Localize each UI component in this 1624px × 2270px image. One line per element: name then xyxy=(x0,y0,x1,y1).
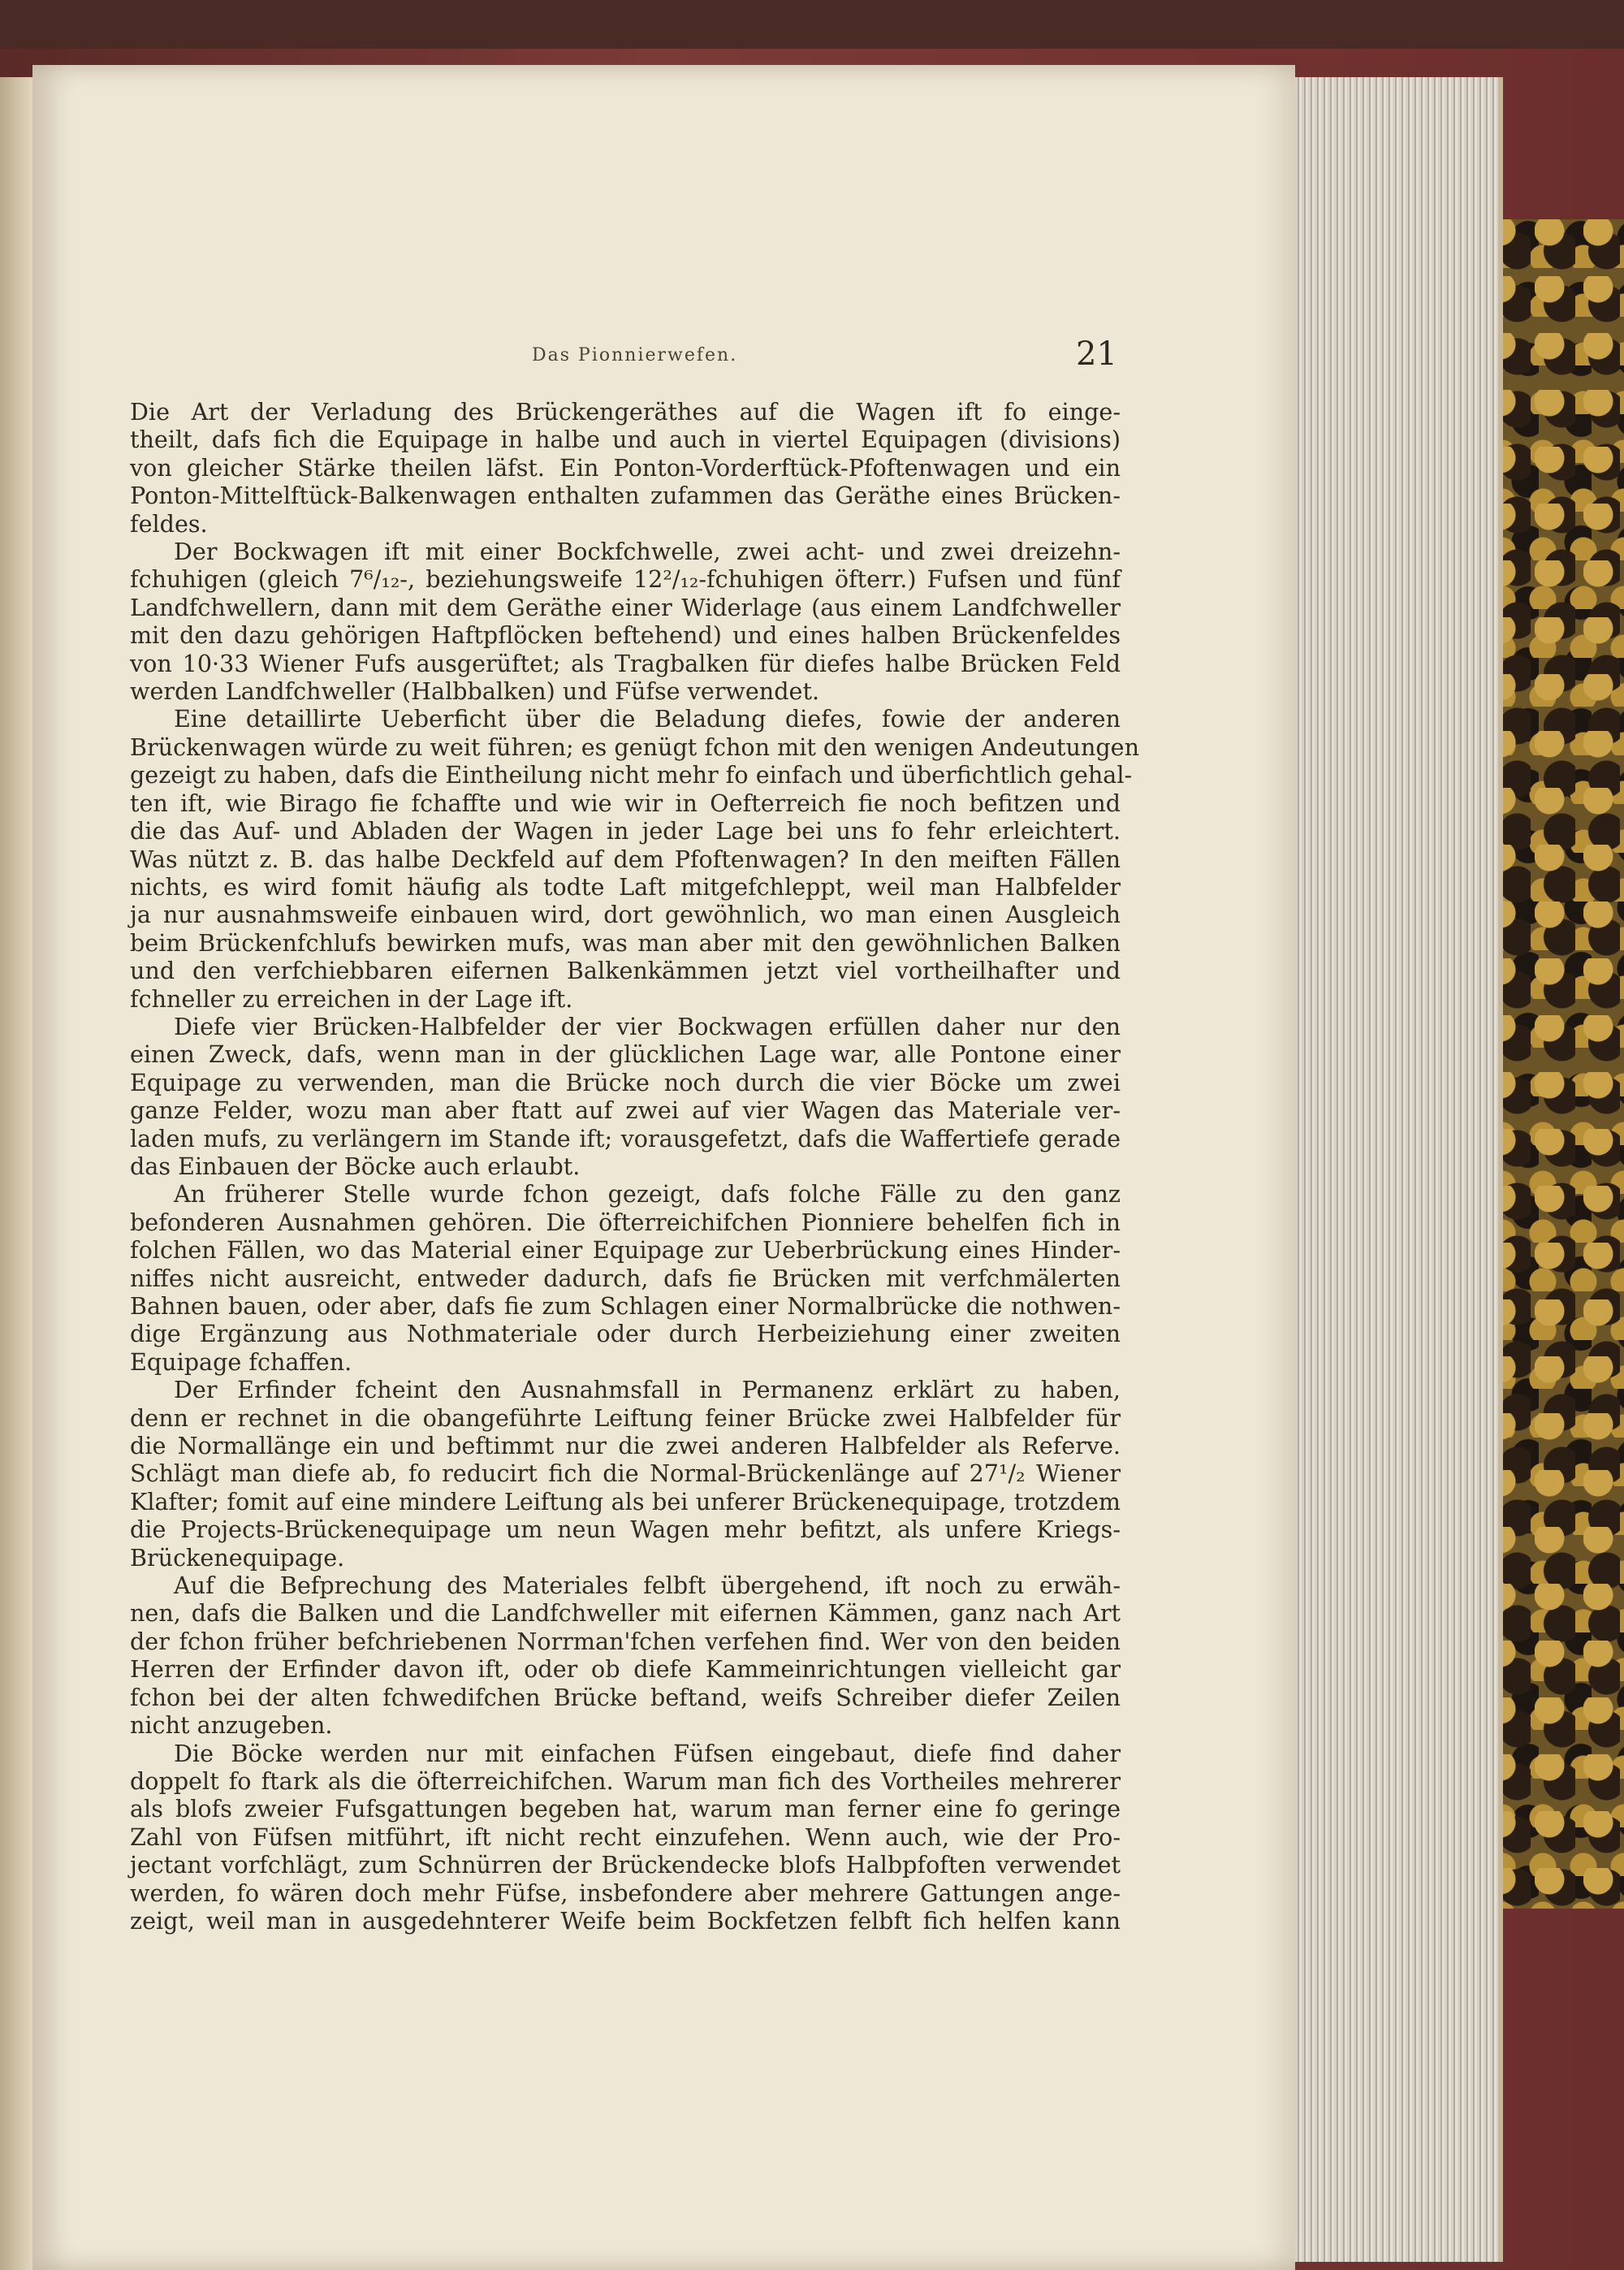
page-header xyxy=(32,335,1295,386)
text-line: Zahl von Füfsen mitführt, ift nicht recht einzufehen. Wenn auch, wie der Pro- xyxy=(130,1822,1121,1851)
text-line: Klafter; fomit auf eine mindere Leiftung als bei unferer Brückenequipage, trotzdem xyxy=(130,1487,1121,1515)
text-line: und den verfchiebbaren eifernen Balkenkämmen jetzt viel vortheilhafter und xyxy=(130,957,1121,985)
marbled-cover-paper xyxy=(1486,219,1624,1909)
left-page-edge xyxy=(0,77,32,2270)
text-line: Was nützt z. B. das halbe Deckfeld auf dem Pfoftenwagen? In den meiften Fällen xyxy=(130,845,1121,873)
text-line: Eine detaillirte Ueberficht über die Beladung diefes, fowie der anderen xyxy=(174,705,1121,733)
text-line: als blofs zweier Fufsgattungen begeben hat, warum man ferner eine fo geringe xyxy=(130,1795,1121,1823)
text-line: Die Art der Verladung des Brückengeräthes auf die Wagen ift fo einge- xyxy=(130,398,1121,426)
text-line: nen, dafs die Balken und die Landfchweller mit eifernen Kämmen, ganz nach Art xyxy=(130,1599,1121,1628)
text-line: Schlägt man diefe ab, fo reducirt fich die Normal-Brückenlänge auf 27¹/₂ Wiener xyxy=(130,1459,1121,1488)
text-line: Brückenequipage. xyxy=(130,1543,345,1572)
text-line: Ponton-Mittelftück-Balkenwagen enthalten zufammen das Geräthe eines Brücken- xyxy=(130,482,1121,510)
text-line: beim Brückenfchlufs bewirken mufs, was man aber mit den gewöhnlichen Balken xyxy=(130,928,1121,957)
text-line: die Normallänge ein und beftimmt nur die zwei anderen Halbfelder als Referve. xyxy=(130,1432,1121,1460)
text-line: der fchon früher befchriebenen Norrman'fchen verfehen find. Wer von den beiden xyxy=(130,1627,1121,1655)
text-line: Die Böcke werden nur mit einfachen Füfsen eingebaut, diefe find daher xyxy=(174,1739,1121,1767)
text-line: denn er rechnet in die obangeführte Leiftung feiner Brücke zwei Halbfelder für xyxy=(130,1403,1121,1432)
page-number: 21 xyxy=(1076,335,1117,373)
text-line: Der Bockwagen ift mit einer Bockfchwelle, zwei acht- und zwei dreizehn- xyxy=(174,538,1121,566)
text-line: werden, fo wären doch mehr Füfse, insbefondere aber mehrere Gattungen ange- xyxy=(130,1879,1121,1907)
text-line: laden mufs, zu verlängern im Stande ift; vorausgefetzt, dafs die Waffertiefe gerade xyxy=(130,1124,1121,1152)
text-line: folchen Fällen, wo das Material einer Equipage zur Ueberbrückung eines Hinder- xyxy=(130,1236,1121,1265)
text-line: dige Ergänzung aus Nothmateriale oder durch Herbeiziehung einer zweiten xyxy=(130,1320,1121,1348)
text-line: die Projects-Brückenequipage um neun Wagen mehr befitzt, als unfere Kriegs- xyxy=(130,1515,1121,1544)
text-line: gezeigt zu haben, dafs die Eintheilung nicht mehr fo einfach und überfichtlich gehal- xyxy=(130,761,1133,789)
text-line: Equipage fchaffen. xyxy=(130,1347,352,1376)
text-line: mit den dazu gehörigen Haftpflöcken beftehend) und eines halben Brückenfeldes xyxy=(130,621,1121,650)
text-line: die das Auf- und Abladen der Wagen in jeder Lage bei uns fo fehr erleichtert. xyxy=(130,817,1121,845)
text-line: fchneller zu erreichen in der Lage ift. xyxy=(130,984,573,1013)
text-line: doppelt fo ftark als die öfterreichifchen. Warum man fich des Vortheiles mehrerer xyxy=(130,1766,1121,1795)
text-line: jectant vorfchlägt, zum Schnürren der Brückendecke blofs Halbpfoften verwendet xyxy=(130,1851,1121,1879)
text-line: fchon bei der alten fchwedifchen Brücke beftand, weifs Schreiber diefer Zeilen xyxy=(130,1683,1121,1711)
text-line: niffes nicht ausreicht, entweder dadurch, dafs fie Brücken mit verfchmälerten xyxy=(130,1264,1121,1292)
text-line: fchuhigen (gleich 7⁶/₁₂-, beziehungsweife 12²/₁₂-fchuhigen öfterr.) Fufsen und fünf xyxy=(130,565,1121,594)
running-head: Das Pionnierwefen. xyxy=(532,345,738,365)
body-text xyxy=(130,398,1140,1935)
text-line: Brückenwagen würde zu weit führen; es genügt fchon mit den wenigen Andeutungen xyxy=(130,733,1140,761)
text-line: einen Zweck, dafs, wenn man in der glücklichen Lage war, alle Pontone einer xyxy=(130,1040,1121,1069)
text-line: ganze Felder, wozu man aber ftatt auf zwei auf vier Wagen das Materiale ver- xyxy=(130,1096,1121,1125)
text-line: Equipage zu verwenden, man die Brücke noch durch die vier Böcke um zwei xyxy=(130,1068,1121,1096)
text-line: das Einbauen der Böcke auch erlaubt. xyxy=(130,1152,581,1180)
text-line: werden Landfchweller (Halbbalken) und Füfse verwendet. xyxy=(130,677,820,706)
text-line: Landfchwellern, dann mit dem Geräthe einer Widerlage (aus einem Landfchweller xyxy=(130,593,1121,621)
text-line: Herren der Erfinder davon ift, oder ob diefe Kammeinrichtungen vielleicht gar xyxy=(130,1655,1121,1684)
text-line: An früherer Stelle wurde fchon gezeigt, dafs folche Fälle zu den ganz xyxy=(174,1180,1121,1209)
text-line: Der Erfinder fcheint den Ausnahmsfall in Permanenz erklärt zu haben, xyxy=(174,1376,1121,1404)
text-line: von 10·33 Wiener Fufs ausgerüftet; als Tragbalken für diefes halbe Brücken Feld xyxy=(130,649,1121,677)
text-line: nicht anzugeben. xyxy=(130,1711,333,1740)
text-line: befonderen Ausnahmen gehören. Die öfterreichifchen Pionniere behelfen fich in xyxy=(130,1208,1121,1236)
text-line: nichts, es wird fomit häufig als todte Laft mitgefchleppt, weil man Halbfelder xyxy=(130,872,1121,901)
text-line: feldes. xyxy=(130,509,208,538)
text-line: von gleicher Stärke theilen läfst. Ein Ponton-Vorderftück-Pfoftenwagen und ein xyxy=(130,453,1121,482)
text-line: zeigt, weil man in ausgedehnterer Weife beim Bockfetzen felbft fich helfen kann xyxy=(130,1906,1121,1935)
text-line: theilt, dafs fich die Equipage in halbe und auch in viertel Equipagen (divisions) xyxy=(130,426,1121,454)
page-edges xyxy=(1295,77,1503,2262)
text-line: Auf die Befprechung des Materiales felbft übergehend, ift noch zu erwäh- xyxy=(174,1572,1121,1600)
text-line: ten ift, wie Birago fie fchaffte und wie wir in Oefterreich fie noch befitzen und xyxy=(130,789,1121,817)
text-line: Bahnen bauen, oder aber, dafs fie zum Schlagen einer Normalbrücke die nothwen- xyxy=(130,1292,1121,1320)
text-line: Diefe vier Brücken-Halbfelder der vier Bockwagen erfüllen daher nur den xyxy=(174,1012,1121,1040)
text-line: ja nur ausnahmsweife einbauen wird, dort gewöhnlich, wo man einen Ausgleich xyxy=(130,901,1121,929)
book-page xyxy=(32,65,1295,2270)
